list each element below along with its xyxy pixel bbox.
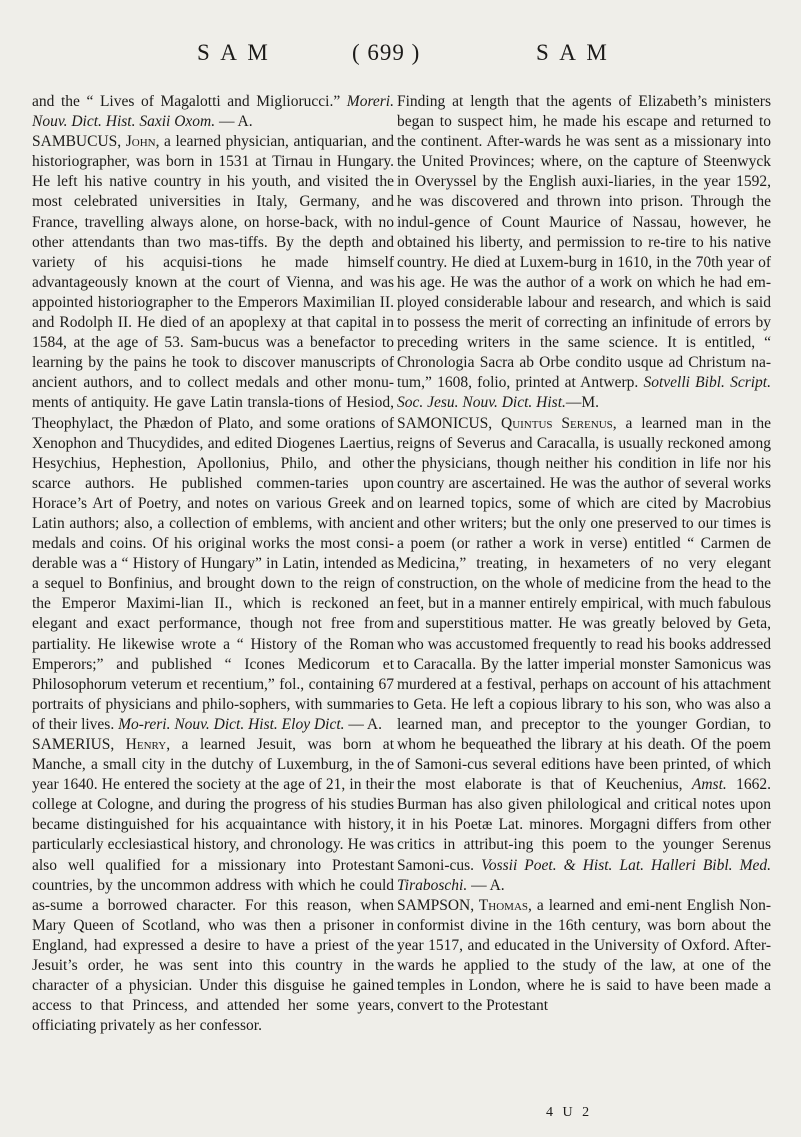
body-text: a learned physician, antiquarian, and historiographer, was born in 1531 at Tirnau in Hungary. He left his native country in his youth, and visited the most celebrated universities in Italy, Germany, and France, travelling always alone, on horse-back, with no other attendants than two mas-tiffs. By the depth and variety of his acquisi-tions he made himself advantageously known at the court of Vienna, and was appointed historiographer to the Emperors Maximilian II. and Rodolph II. He died of an apoplexy at that capital in 1584, at the age of 53. Sam-bucus was a benefactor to learning by the pains he took to discover manuscripts of ancient authors, and to collect medals and other monu-ments of antiquity. He gave Latin transla-tions of Hesiod, Theophylact, the Phædon of Plato, and some orations of Xenophon and Thucydides, and edited Diogenes Laertius, Hesychius, Hephestion, Apollonius, Philo, and other scarce authors. He published commen-taries upon Horace’s Art of Poetry, and notes on various Greek and Latin authors; also, a collection of emblems, with ancient medals and coins. Of his original works the most consi-derable was a “ History of Hungary” in Latin, intended as a sequel to Bonfinius, and brought down to the reign of the Emperor Maximi-lian II., which is reckoned an elegant and exact performance, though not free from partiality. He likewise wrote a “ History of the Roman Emperors;” and published “ Icones Medicorum et Philosophorum veterum et recentium,” fol., containing 67 portraits of physicians and philo-sophers, with summaries of their lives. <box>32 133 394 733</box>
header-left: S A M <box>197 40 271 65</box>
entry-samerius-continued <box>397 92 771 414</box>
right-column <box>397 92 771 1016</box>
signature-mark: 4 U 2 <box>546 1105 593 1120</box>
citation: Sotvelli Bibl. Script. Soc. Jesu. Nouv. Dict. Hist. <box>397 374 771 412</box>
body-text: 1662. Burman has also given philological and critical notes upon it in his Poetæ Lat. minores. Morgagni differs from other critics in attribut-ing this poem to the younger Serenus Samoni-cus. <box>397 776 771 874</box>
entry-sampson <box>397 896 771 1017</box>
left-column <box>32 92 394 1036</box>
citation: Mo-reri. Nouv. Dict. Hist. Eloy Dict. <box>118 715 345 733</box>
entry-headword: SAMONICUS, Quintus Serenus, <box>397 414 617 432</box>
header-right: S A M <box>536 40 610 65</box>
body-text: —M. <box>565 394 600 412</box>
entry-sambucus <box>32 132 394 735</box>
entry-headword: SAMBUCUS, John, <box>32 133 160 151</box>
body-text: — A. <box>344 715 382 733</box>
citation: Amst. <box>691 776 727 794</box>
entry-headword: SAMERIUS, Henry, <box>32 736 171 753</box>
body-text: a learned and emi-nent English Non-conformist divine in the 16th century, was born about the year 1517, and educated in the University of Oxford. After-wards he applied to the study of the law, at one of the temples in London, where he is said to have been made a convert to the Protestant <box>397 896 771 1015</box>
entry-samerius <box>32 735 394 1036</box>
entry-headword: SAMPSON, Thomas, <box>397 896 532 914</box>
citation: Vossii Poet. & Hist. Lat. Halleri Bibl. Med. Tiraboschi. <box>397 856 771 894</box>
body-text: Finding at length that the agents of Elizabeth’s ministers began to suspect him, he made his escape and returned to the continent. After-wards he was sent as a missionary into the United Provinces; where, on the capture of Steenwyck in Overyssel by the English auxi-liaries, in the year 1592, he was discovered and thrown into prison. Through the indul-gence of Count Maurice of Nassau, however, he obtained his liberty, and permission to re-tire to his native country. He died at Luxem-burg in 1610, in the 70th year of his age. He was the author of a work on which he had em-ployed considerable labour and research, and which is said to possess the merit of correcting an infinitude of errors by preceding writers in the same science. It is entitled, “ Chronologia Sacra ab Orbe condito usque ad Christum na-tum,” 1608, folio, printed at Antwerp. <box>397 93 771 392</box>
body-text: a learned Jesuit, was born at Manche, a small city in the dutchy of Luxemburg, in the year 1640. He entered the society at the age of 21, in their college at Cologne, and during the progress of his studies became distinguished for his acquaintance with history, particularly ecclesiastical history, and chronology. He was also well qualified for a missionary into Protestant countries, by the uncommon address with which he could as-sume a borrowed character. For this reason, when Mary Queen of Scotland, who was then a prisoner in England, had expressed a desire to have a priest of the Jesuit’s order, he was sent into this country in the character of a physician. Under this disguise he gained access to that Princess, and attended her some years, officiating privately as her confessor. <box>32 736 394 1035</box>
citation: Moreri. Nouv. Dict. Hist. Saxii Oxom. <box>32 93 394 131</box>
body-text: and the “ Lives of Magalotti and Migliorucci.” <box>32 93 347 110</box>
body-text: — A. <box>215 113 253 131</box>
body-text: — A. <box>467 876 505 894</box>
page-number: ( 699 ) <box>352 40 421 65</box>
body-text: a learned man in the reigns of Severus and Caracalla, is usually reckoned among the physicians, though neither his condition in life nor his country are ascertained. He was the author of several works on learned topics, some of which are cited by Macrobius and other writers; but the only one preserved to our times is a poem (or rather a work in verse) entitled “ Carmen de Medicina,” treating, in hexameters of no very elegant construction, on the whole of medicine from the head to the feet, but in a manner entirely empirical, with much fabulous and superstitious matter. He was greatly beloved by Geta, who was accustomed frequently to read his books addressed to Caracalla. By the latter imperial monster Samonicus was murdered at a festival, perhaps on account of his attachment to Geta. He left a copious library to his son, who was also a learned man, and preceptor to the younger Gordian, to whom he bequeathed the library at his death. Of the poem of Samoni-cus several editions have been printed, of which the most elaborate is that of Keuchenius, <box>397 414 771 794</box>
running-header <box>0 40 801 74</box>
entry-samonicus <box>397 414 771 896</box>
entry-tail-paragraph <box>32 92 394 132</box>
